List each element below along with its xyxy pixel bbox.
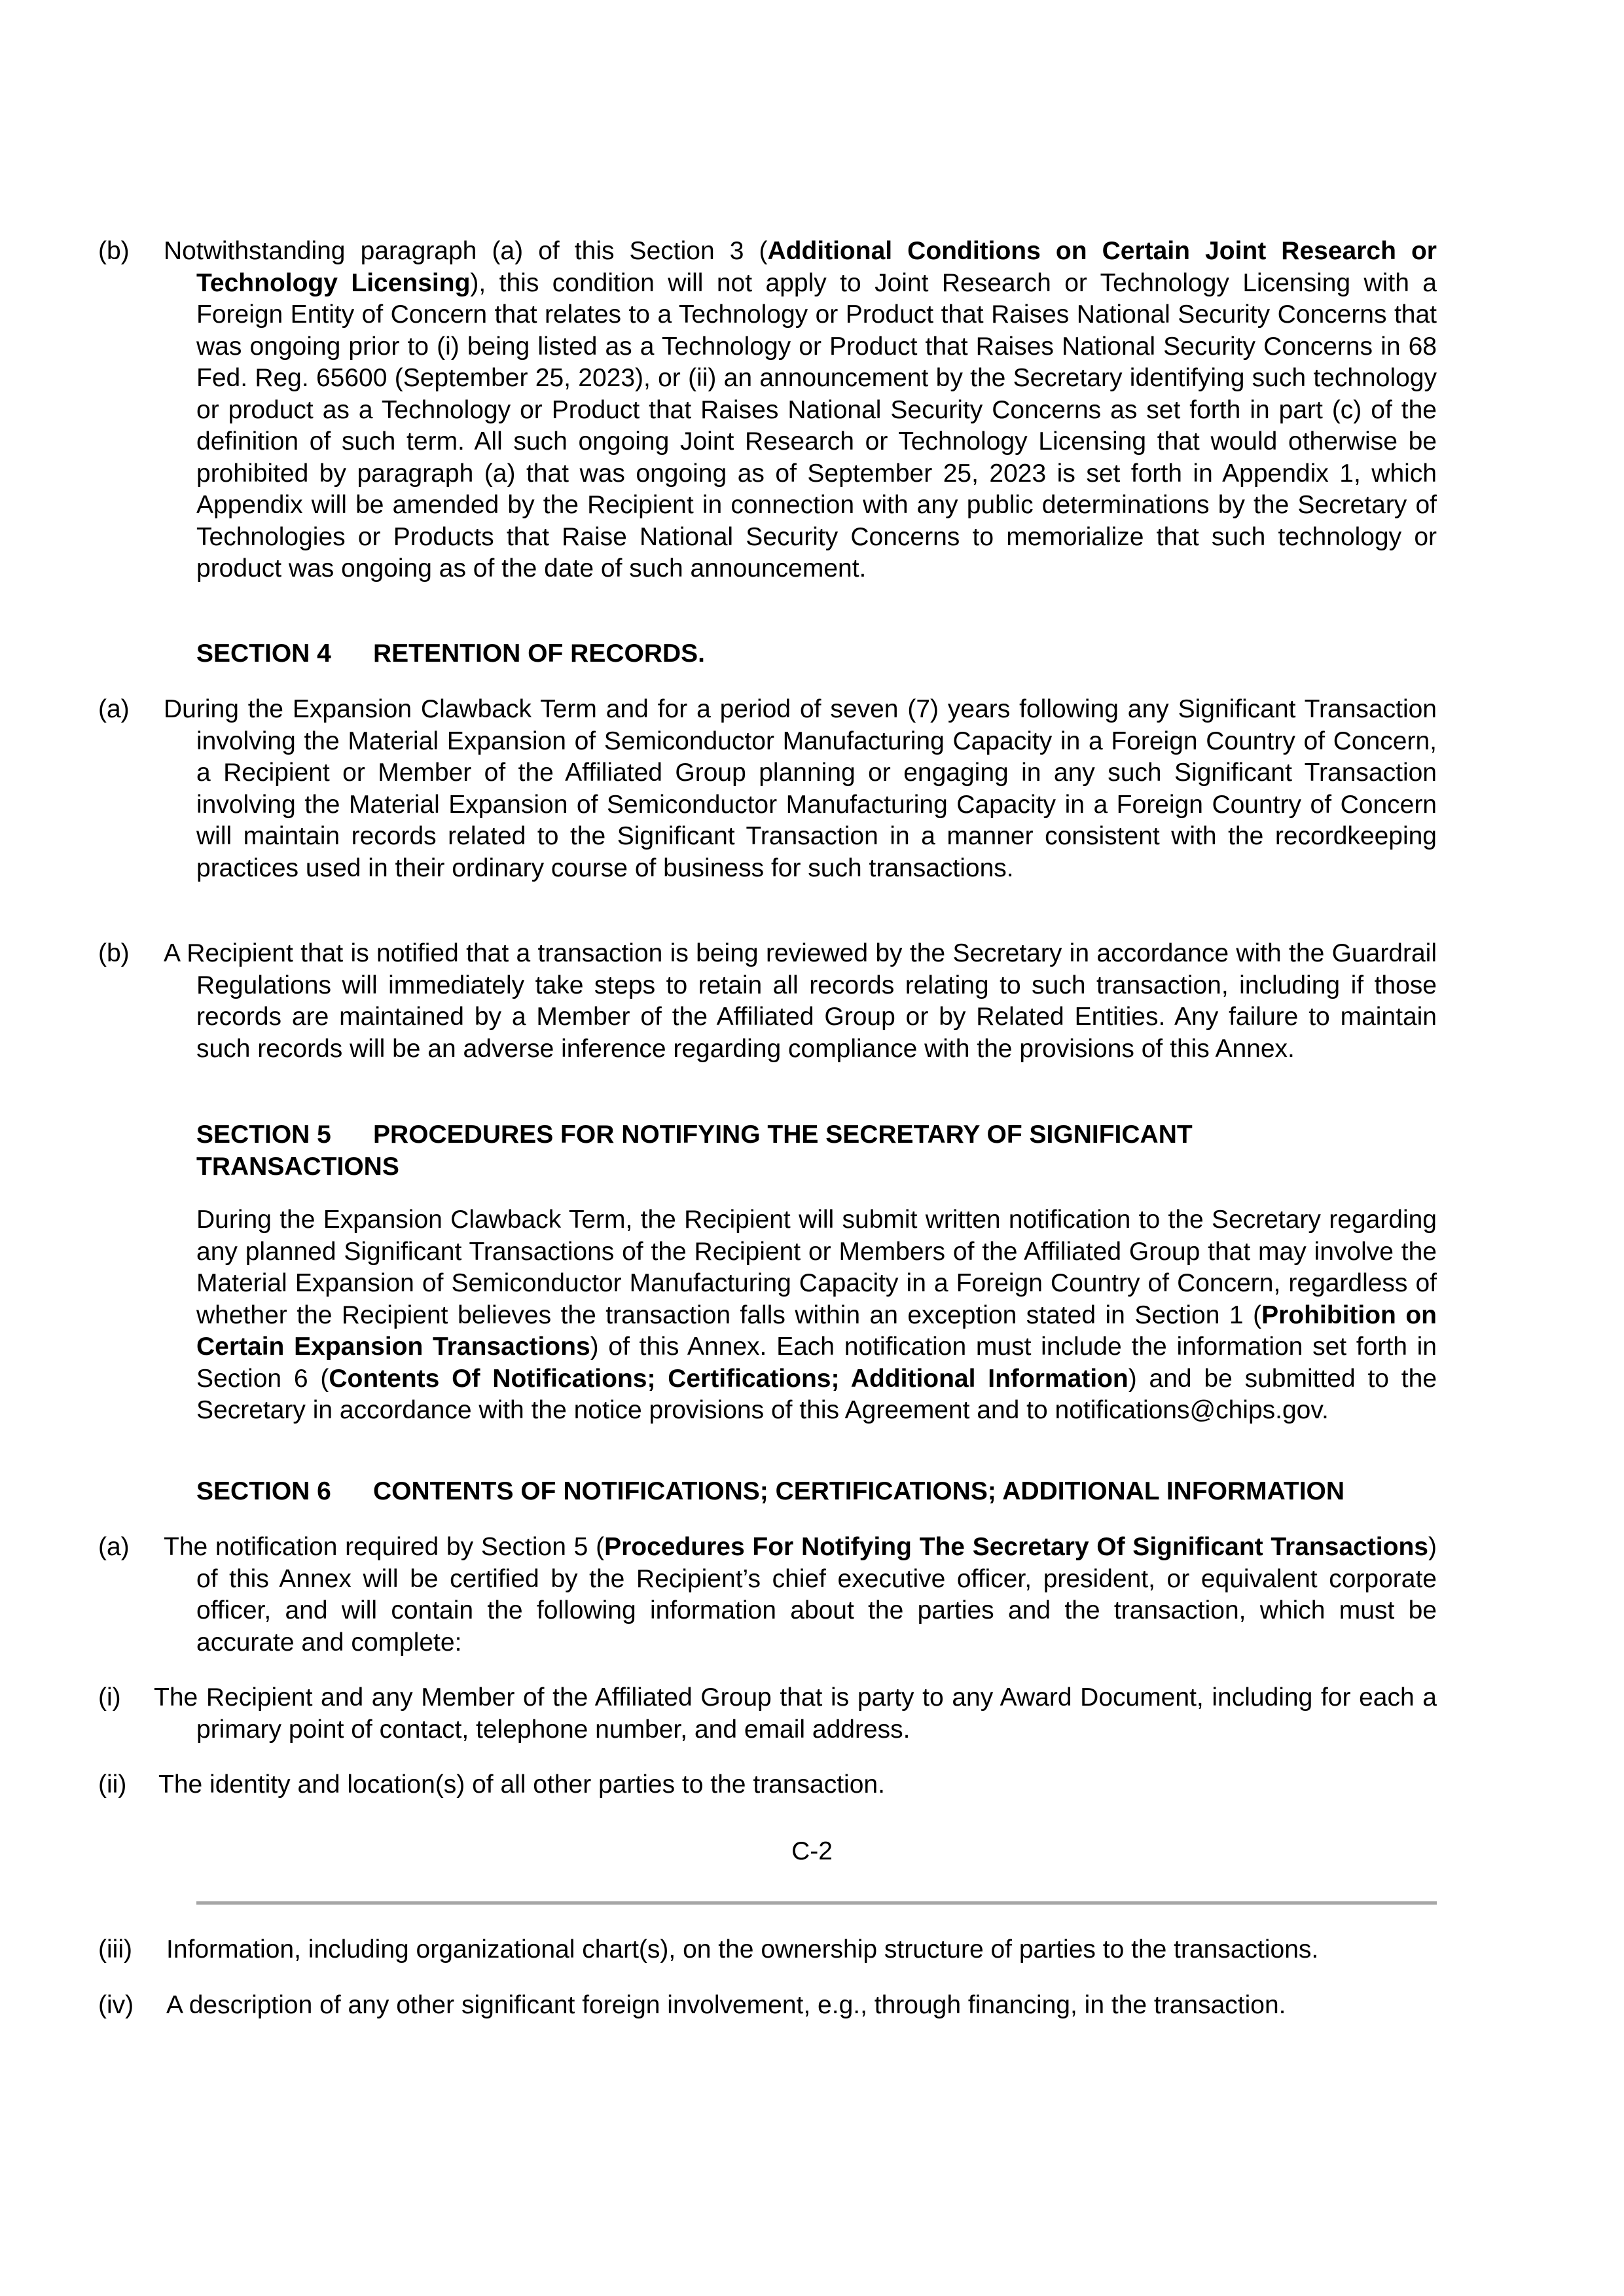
section6-heading: SECTION 6 CONTENTS OF NOTIFICATIONS; CERTIFICATIONS; ADDITIONAL INFORMATION bbox=[196, 1477, 1345, 1505]
section6-item-ii: (ii) The identity and location(s) of all other parties to the transaction. bbox=[98, 1769, 1437, 1801]
page-separator bbox=[196, 1901, 1437, 1905]
page-number: C-2 bbox=[791, 1837, 833, 1865]
section6-paragraph-a: (a) The notification required by Section 5 (Procedures For Notifying The Secretary Of Significant Transactions) of this Annex will be certified by the Recipient’s chief executive officer, president, or equivalent corporate officer, and will contain the following information about the parties and the transaction, which must be accurate and complete: bbox=[98, 1533, 1437, 1657]
section3-paragraph-b: (b) Notwithstanding paragraph (a) of this Section 3 (Additional Conditions on Certain Joint Research or Technology Licensing), this condition will not apply to Joint Research or Technology Licensing with a Foreign Entity of Concern that relates to a Technology or Product that Raises National Security Concerns that was ongoing prior to (i) being listed as a Technology or Product that Raises National Security Concerns in 68 Fed. Reg. 65600 (September 25, 2023), or (ii) an announcement by the Secretary identifying such technology or product as a Technology or Product that Raises National Security Concerns as set forth in part (c) of the definition of such term. All such ongoing Joint Research or Technology Licensing that would otherwise be prohibited by paragraph (a) that was ongoing as of September 25, 2023 is set forth in Appendix 1, which Appendix will be amended by the Recipient in connection with any public determinations by the Secretary of Technologies or Products that Raise National Security Concerns to memorialize that such technology or product was ongoing as of the date of such announcement. bbox=[98, 237, 1437, 583]
paragraph-label: (b) bbox=[98, 939, 130, 967]
paragraph-label: (a) bbox=[98, 695, 130, 723]
item-label: (ii) bbox=[98, 1770, 127, 1799]
section5-paragraph: During the Expansion Clawback Term, the Recipient will submit written notification to the Secretary regarding any planned Significant Transactions of the Recipient or Members of the Affiliated Group that may involve the Material Expansion of Semiconductor Manufacturing Capacity in a Foreign Country of Concern, regardless of whether the Recipient believes the transaction falls within an exception stated in Section 1 (Prohibition on Certain Expansion Transactions) of this Annex. Each notification must include the information set forth in Section 6 (Contents Of Notifications; Certifications; Additional Information) and be submitted to the Secretary in accordance with the notice provisions of this Agreement and to notifications@chips.gov. bbox=[196, 1206, 1437, 1424]
section6-item-i: (i) The Recipient and any Member of the Affiliated Group that is party to any Award Document, including for each a primary point of contact, telephone number, and email address. bbox=[98, 1683, 1437, 1744]
item-label: (i) bbox=[98, 1683, 121, 1712]
section4-paragraph-a: (a) During the Expansion Clawback Term and for a period of seven (7) years following any Significant Transaction involving the Material Expansion of Semiconductor Manufacturing Capacity in a Foreign Country of Concern, a Recipient or Member of the Affiliated Group planning or engaging in any such Significant Transaction involving the Material Expansion of Semiconductor Manufacturing Capacity in a Foreign Country of Concern will maintain records related to the Significant Transaction in a manner consistent with the recordkeeping practices used in their ordinary course of business for such transactions. bbox=[98, 695, 1437, 882]
section4-heading: SECTION 4 RETENTION OF RECORDS. bbox=[196, 639, 706, 668]
paragraph-label: (b) bbox=[98, 237, 130, 265]
section6-item-iii: (iii) Information, including organizational chart(s), on the ownership structure of parties to the transactions. bbox=[98, 1934, 1437, 1966]
section5-heading: SECTION 5 PROCEDURES FOR NOTIFYING THE SECRETARY OF SIGNIFICANT TRANSACTIONS bbox=[196, 1121, 1193, 1181]
item-label: (iv) bbox=[98, 1991, 134, 2019]
section4-paragraph-b: (b) A Recipient that is notified that a transaction is being reviewed by the Secretary in accordance with the Guardrail Regulations will immediately take steps to retain all records relating to such transaction, including if those records are maintained by a Member of the Affiliated Group or by Related Entities. Any failure to maintain such records will be an adverse inference regarding compliance with the provisions of this Annex. bbox=[98, 939, 1437, 1063]
section6-item-iv: (iv) A description of any other significant foreign involvement, e.g., through financing, in the transaction. bbox=[98, 1990, 1437, 2022]
item-label: (iii) bbox=[98, 1935, 132, 1964]
paragraph-label: (a) bbox=[98, 1533, 130, 1561]
